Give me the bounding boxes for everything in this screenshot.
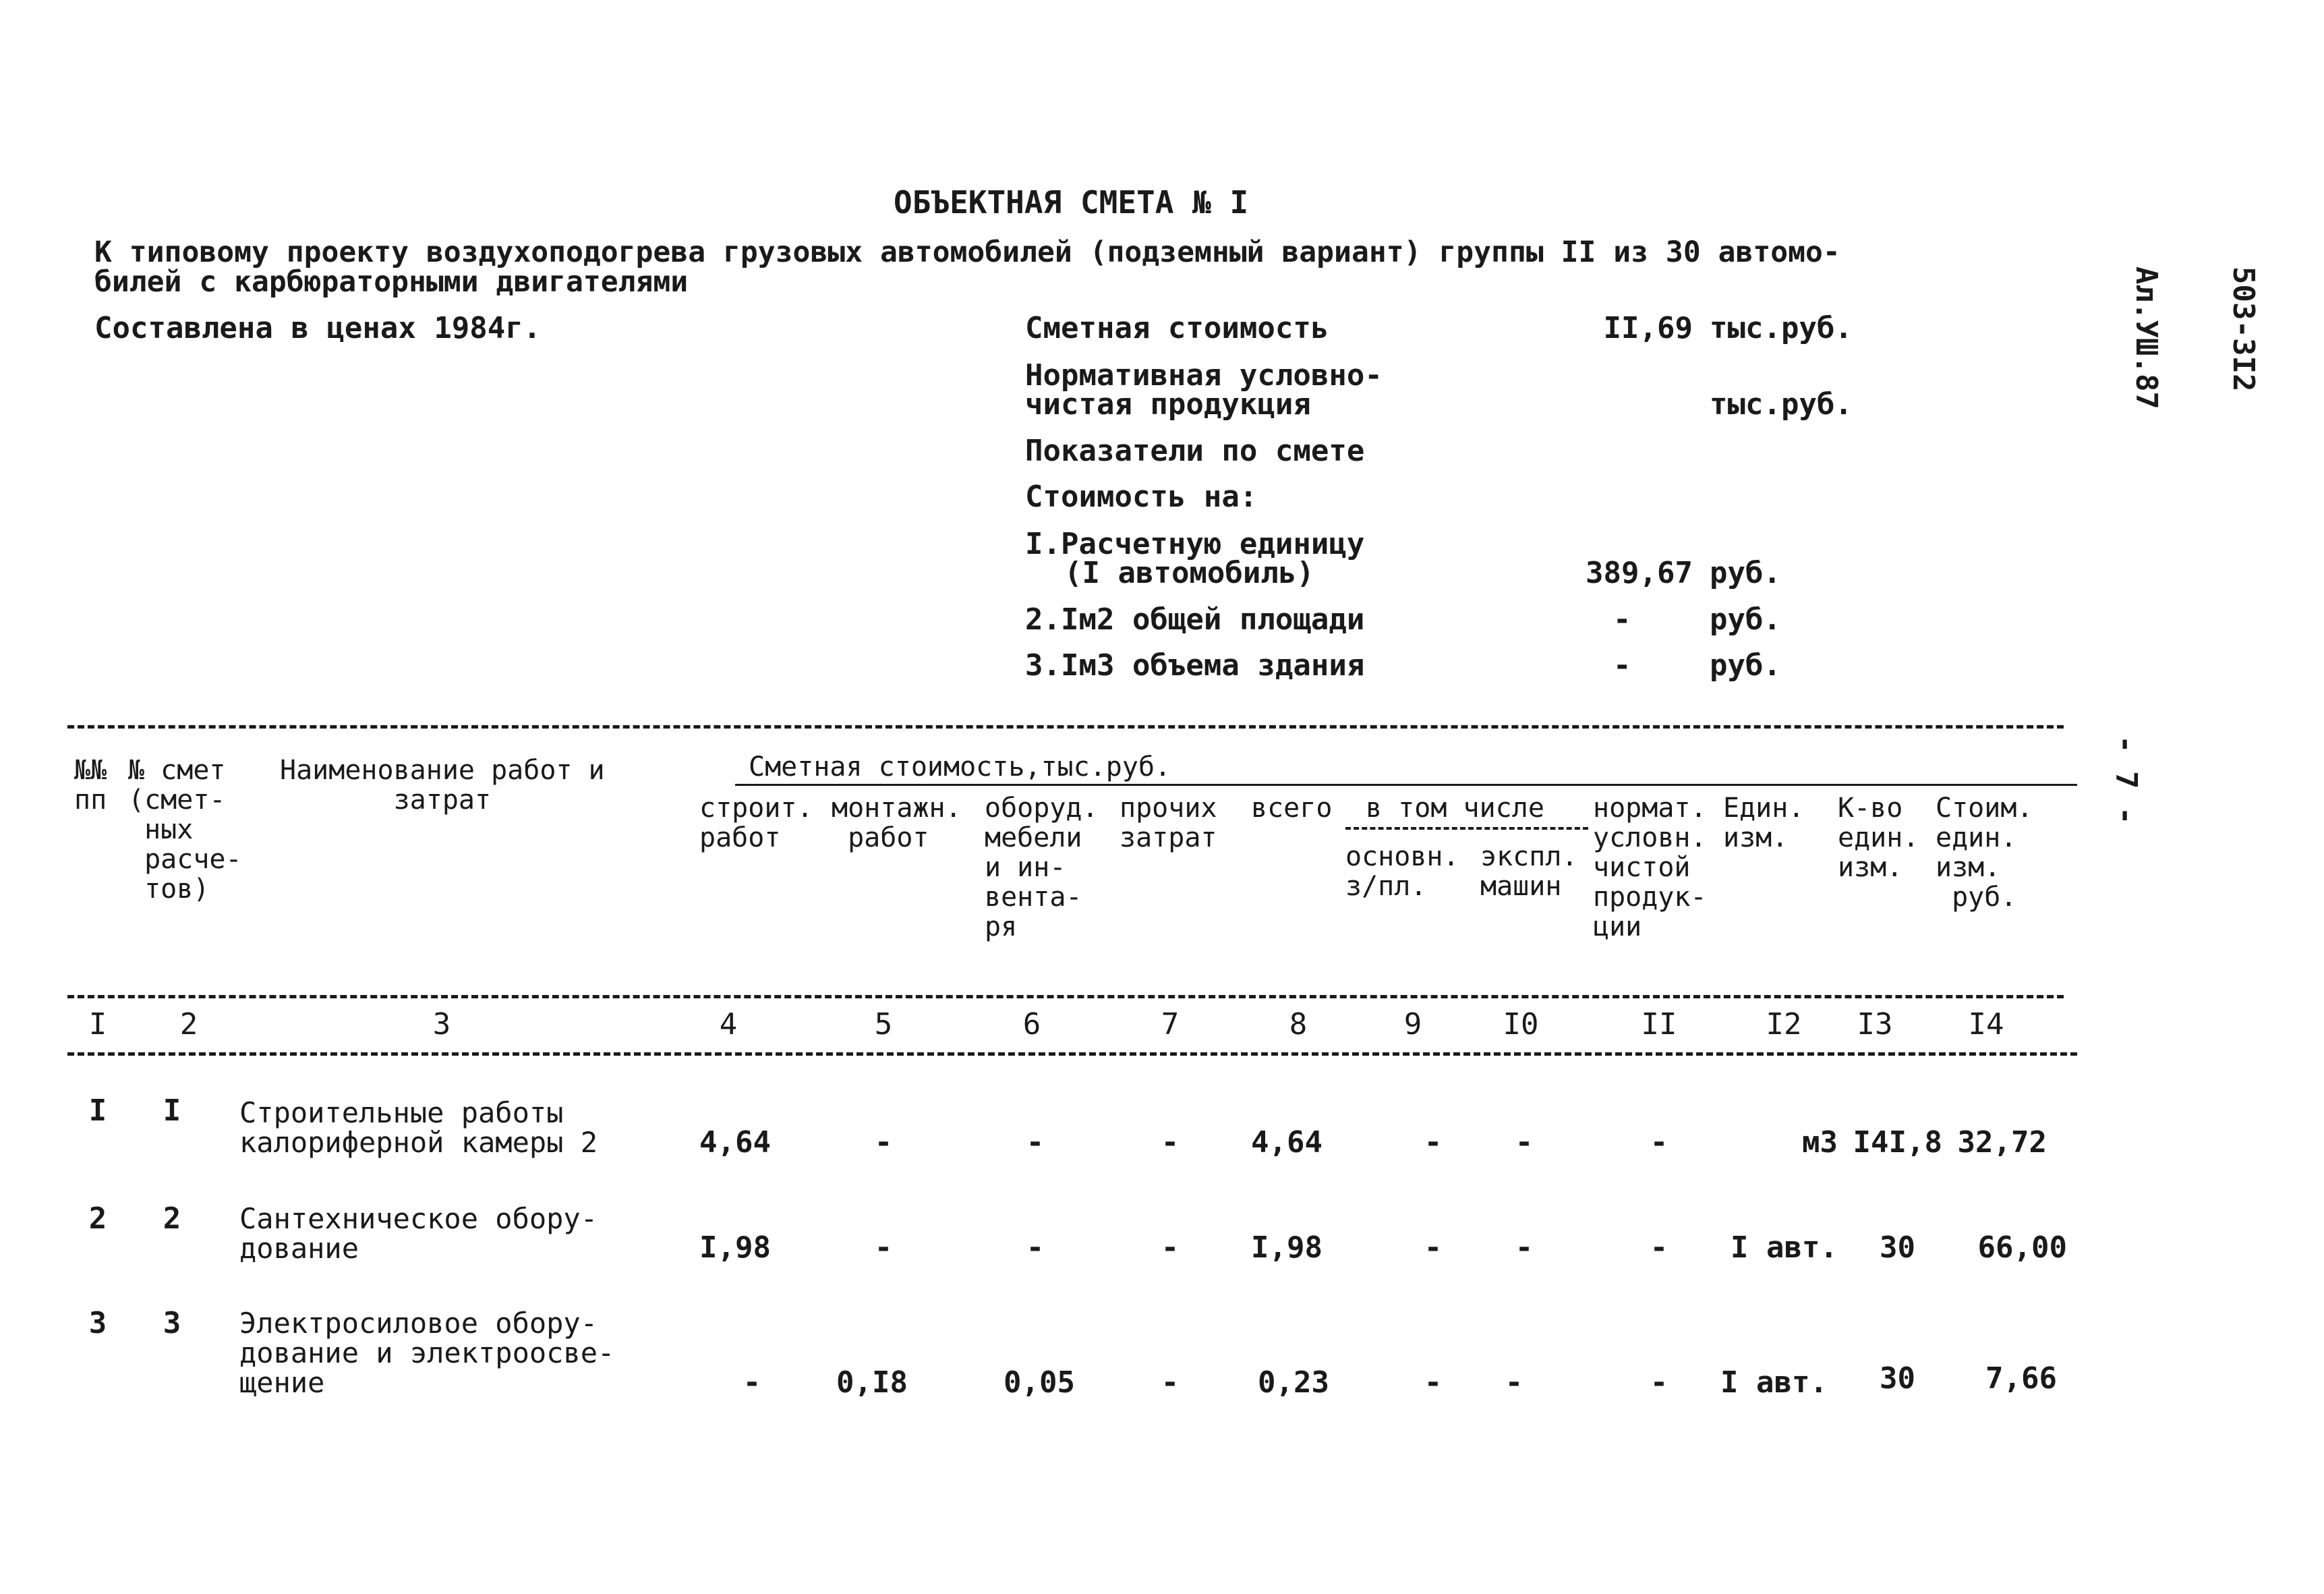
- unit-measure: I авт.: [1720, 1365, 1828, 1400]
- unit1-label-2: (I автомобиль): [1064, 556, 1314, 590]
- head-col-2: № смет (смет- ных расче- тов): [128, 755, 242, 905]
- cost-other: -: [1161, 1230, 1180, 1265]
- estimated-cost-label: Сметная стоимость: [1025, 311, 1329, 345]
- cost-salary: -: [1424, 1125, 1443, 1160]
- cost-salary: -: [1424, 1230, 1443, 1265]
- normative-label-2: чистая продукция: [1025, 387, 1311, 422]
- work-name: Строительные работы калориферной камеры 2: [239, 1096, 598, 1159]
- estimated-cost-value: II,69: [1603, 311, 1693, 345]
- cost-machines: -: [1515, 1230, 1534, 1265]
- colnum-9: 9: [1403, 1007, 1422, 1042]
- cost-other: -: [1161, 1125, 1180, 1160]
- head-col-9: основн. з/пл.: [1345, 841, 1459, 902]
- unit-quantity: 30: [1880, 1230, 1915, 1265]
- unit-cost: 7,66: [1985, 1361, 2057, 1396]
- head-group-underline: [735, 784, 2077, 786]
- cost-installation: -: [874, 1230, 893, 1265]
- cost-on-label: Стоимость на:: [1025, 480, 1258, 514]
- estimated-cost-unit: тыс.руб.: [1710, 311, 1853, 345]
- unit-measure: м3: [1802, 1125, 1838, 1160]
- head-col-6: оборуд. мебели и ин- вента- ря: [985, 793, 1099, 942]
- cost-other: -: [1161, 1365, 1180, 1400]
- side-code-line1: 503-3I2: [2226, 266, 2261, 392]
- normative-unit: тыс.руб.: [1710, 387, 1853, 422]
- cost-equipment: -: [1026, 1230, 1045, 1265]
- unit1-value: 389,67: [1586, 556, 1693, 590]
- unit1-unit: руб.: [1710, 556, 1781, 590]
- head-subgroup: в том числе: [1366, 793, 1544, 824]
- colnum-1: I: [88, 1007, 107, 1042]
- document-title: ОБЪЕКТНАЯ СМЕТА № I: [894, 184, 1249, 221]
- unit1-label-1: I.Расчетную единицу: [1025, 527, 1365, 561]
- colnum-3: 3: [432, 1007, 451, 1042]
- side-code: [2097, 266, 2324, 409]
- colnum-10: I0: [1503, 1007, 1539, 1042]
- unit2-value: -: [1613, 602, 1631, 637]
- page-number: - 7 -: [2109, 735, 2143, 825]
- cost-total: 4,64: [1251, 1125, 1323, 1160]
- cost-normative: -: [1650, 1365, 1668, 1400]
- estimate-number: I: [163, 1093, 181, 1128]
- colnum-14: I4: [1968, 1007, 2004, 1042]
- head-cost-group: Сметная стоимость,тыс.руб.: [749, 751, 1171, 782]
- head-col-11: нормат. условн. чистой продук- ции: [1593, 793, 1707, 942]
- head-col-3: Наименование работ и затрат: [280, 755, 605, 816]
- estimate-number: 2: [163, 1201, 181, 1236]
- unit-cost: 66,00: [1977, 1230, 2067, 1265]
- colnum-6: 6: [1022, 1007, 1041, 1042]
- colnum-5: 5: [874, 1007, 893, 1042]
- unit3-unit: руб.: [1710, 648, 1781, 683]
- cost-salary: -: [1424, 1365, 1443, 1400]
- colnum-13: I3: [1857, 1007, 1893, 1042]
- head-col-12: Един. изм.: [1723, 793, 1805, 853]
- cost-construction: 4,64: [699, 1125, 771, 1160]
- cost-installation: 0,I8: [836, 1365, 908, 1400]
- head-col-1: №№ пп: [74, 755, 107, 816]
- cost-normative: -: [1650, 1230, 1668, 1265]
- prices-year: Составлена в ценах 1984г.: [94, 311, 542, 345]
- colnum-12: I2: [1766, 1007, 1802, 1042]
- work-name: Электросиловое обору- дование и электроосве- щение: [239, 1307, 615, 1399]
- unit2-unit: руб.: [1710, 602, 1781, 637]
- head-col-4: строит. работ: [699, 793, 813, 853]
- row-number: 3: [88, 1306, 107, 1340]
- cost-equipment: 0,05: [1004, 1365, 1075, 1400]
- cost-construction: -: [743, 1365, 761, 1400]
- unit3-label: 3.Iм3 объема здания: [1025, 648, 1365, 683]
- head-col-10: экспл. машин: [1480, 841, 1578, 902]
- unit3-value: -: [1613, 648, 1631, 683]
- colnum-bottom-rule: [67, 1052, 2077, 1056]
- colnum-2: 2: [179, 1007, 198, 1042]
- colnum-11: II: [1641, 1007, 1677, 1042]
- unit-measure: I авт.: [1731, 1230, 1838, 1265]
- head-col-8: всего: [1251, 793, 1333, 824]
- colnum-8: 8: [1289, 1007, 1308, 1042]
- cost-total: I,98: [1251, 1230, 1323, 1265]
- document-subtitle-line1: К типовому проекту воздухоподогрева грузовых автомобилей (подземный вариант) группы II из 30 автомо-: [94, 235, 1840, 269]
- row-number: I: [88, 1093, 107, 1128]
- normative-label-1: Нормативная условно-: [1025, 358, 1383, 393]
- row-number: 2: [88, 1201, 107, 1236]
- cost-total: 0,23: [1258, 1365, 1329, 1400]
- head-subgroup-rule: [1345, 827, 1588, 830]
- unit-quantity: I4I,8: [1853, 1125, 1942, 1160]
- colnum-7: 7: [1161, 1007, 1180, 1042]
- colnum-4: 4: [719, 1007, 738, 1042]
- head-col-13: К-во един. изм.: [1838, 793, 1919, 883]
- indicators-label: Показатели по смете: [1025, 434, 1365, 468]
- cost-normative: -: [1650, 1125, 1668, 1160]
- unit2-label: 2.Iм2 общей площади: [1025, 602, 1365, 637]
- estimate-number: 3: [163, 1306, 181, 1340]
- cost-equipment: -: [1026, 1125, 1045, 1160]
- work-name: Сантехническое обору- дование: [239, 1202, 598, 1265]
- cost-construction: I,98: [699, 1230, 771, 1265]
- head-col-5: монтажн. работ: [832, 793, 962, 853]
- head-col-7: прочих затрат: [1120, 793, 1217, 853]
- head-bottom-rule: [67, 995, 2064, 998]
- unit-cost: 32,72: [1957, 1125, 2047, 1160]
- document-subtitle-line2: билей с карбюраторными двигателями: [94, 265, 689, 299]
- table-top-rule: [67, 725, 2064, 729]
- cost-machines: -: [1515, 1125, 1534, 1160]
- cost-machines: -: [1505, 1365, 1523, 1400]
- cost-installation: -: [874, 1125, 893, 1160]
- head-col-14: Стоим. един. изм. руб.: [1936, 793, 2033, 913]
- unit-quantity: 30: [1880, 1361, 1915, 1396]
- side-code-line2: Ал.УШ.87: [2129, 266, 2163, 409]
